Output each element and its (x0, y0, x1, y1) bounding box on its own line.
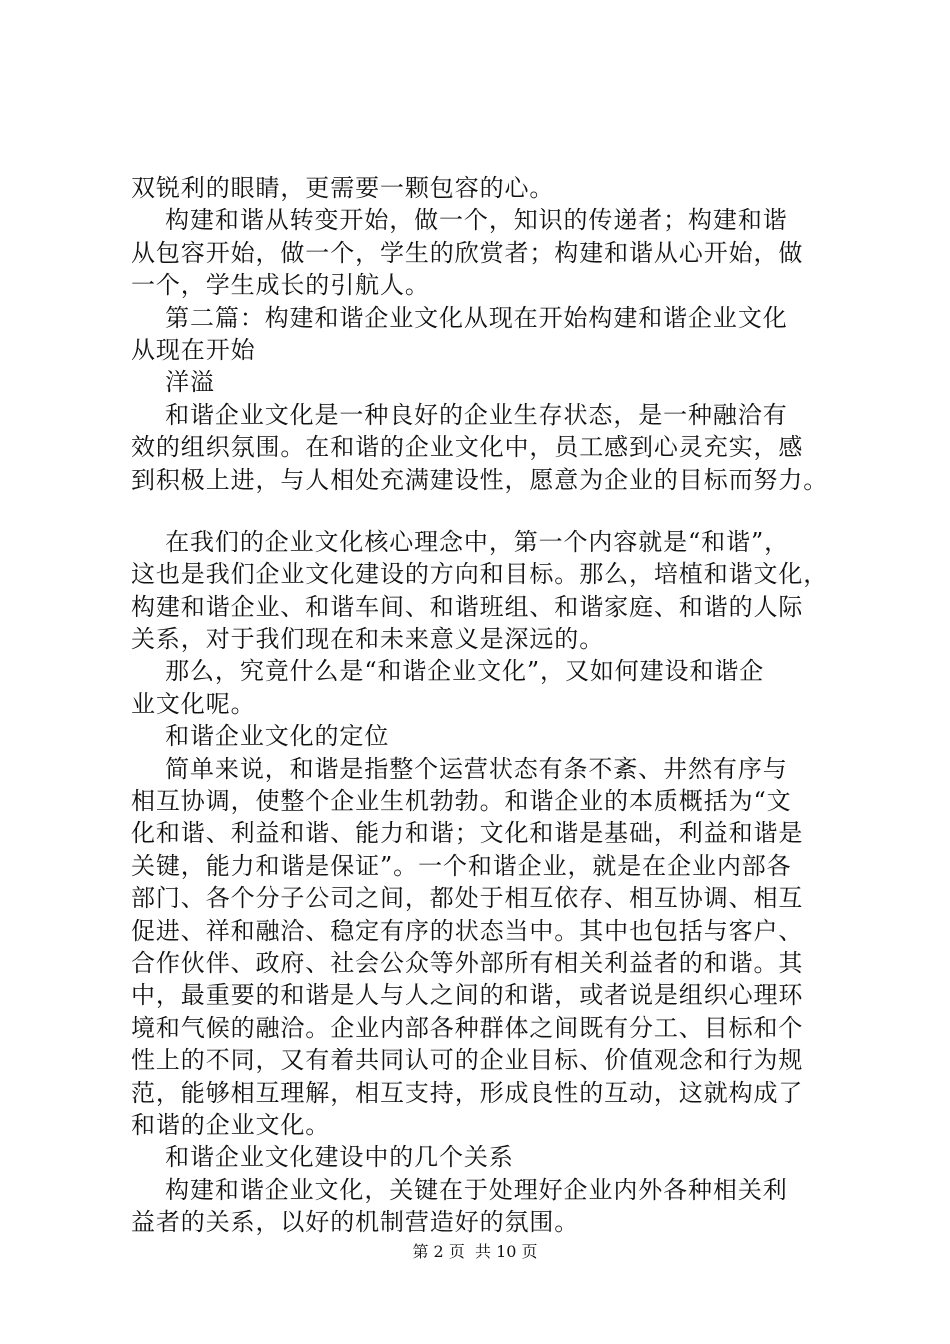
text-line: 这也是我们企业文化建设的方向和目标。那么，培植和谐文化， (131, 560, 829, 589)
text-line: 洋溢 (131, 368, 215, 397)
text-line: 关键，能力和谐是保证”。一个和谐企业，就是在企业内部各 (131, 851, 792, 880)
text-line: 相互协调，使整个企业生机勃勃。和谐企业的本质概括为“文 (131, 787, 792, 816)
document-body (131, 172, 841, 1239)
text-line: 和谐企业文化的定位 (131, 722, 390, 751)
text-line: 效的组织氛围。在和谐的企业文化中，员工感到心灵充实，感 (131, 433, 804, 462)
text-line: 从现在开始 (131, 335, 256, 364)
text-line: 部门、各个分子公司之间，都处于相互依存、相互协调、相互 (131, 884, 804, 913)
text-line: 和谐企业文化建设中的几个关系 (131, 1143, 514, 1172)
text-line: 性上的不同，又有着共同认可的企业目标、价值观念和行为规 (131, 1046, 804, 1075)
text-line: 合作伙伴、政府、社会公众等外部所有相关利益者的和谐。其 (131, 948, 804, 977)
text-line: 构建和谐企业文化，关键在于处理好企业内外各种相关利 (131, 1175, 788, 1204)
text-line: 构建和谐企业、和谐车间、和谐班组、和谐家庭、和谐的人际 (131, 592, 804, 621)
text-block-2 (131, 526, 841, 1239)
text-line: 化和谐、利益和谐、能力和谐；文化和谐是基础，利益和谐是 (131, 819, 804, 848)
text-block-1 (131, 172, 841, 496)
text-line: 范，能够相互理解，相互支持，形成良性的互动，这就构成了 (131, 1078, 804, 1107)
text-line: 简单来说，和谐是指整个运营状态有条不紊、井然有序与 (131, 754, 788, 783)
page-footer: 第 2 页 共 10 页 (412, 1242, 538, 1261)
text-line: 和谐的企业文化。 (131, 1110, 331, 1139)
text-line: 业文化呢。 (131, 689, 256, 718)
text-line: 益者的关系，以好的机制营造好的氛围。 (131, 1208, 580, 1237)
text-line: 第二篇：构建和谐企业文化从现在开始构建和谐企业文化 (131, 303, 788, 332)
text-line: 促进、祥和融洽、稳定有序的状态当中。其中也包括与客户、 (131, 916, 804, 945)
text-line: 构建和谐从转变开始，做一个，知识的传递者；构建和谐 (131, 206, 788, 235)
text-line: 双锐利的眼睛，更需要一颗包容的心。 (131, 174, 555, 202)
text-line: 中，最重要的和谐是人与人之间的和谐，或者说是组织心理环 (131, 981, 804, 1010)
text-line: 一个，学生成长的引航人。 (131, 271, 430, 300)
text-line: 从包容开始，做一个，学生的欣赏者；构建和谐从心开始，做 (131, 238, 804, 267)
paragraph-gap (131, 496, 841, 526)
text-line: 到积极上进，与人相处充满建设性，愿意为企业的目标而努力。 (131, 465, 829, 494)
text-line: 境和气候的融洽。企业内部各种群体之间既有分工、目标和个 (131, 1013, 804, 1042)
text-line: 那么，究竟什么是“和谐企业文化”，又如何建设和谐企 (131, 657, 765, 686)
text-line: 和谐企业文化是一种良好的企业生存状态，是一种融洽有 (131, 400, 788, 429)
text-line: 在我们的企业文化核心理念中，第一个内容就是“和谐”， (131, 527, 790, 556)
text-line: 关系，对于我们现在和未来意义是深远的。 (131, 625, 605, 654)
